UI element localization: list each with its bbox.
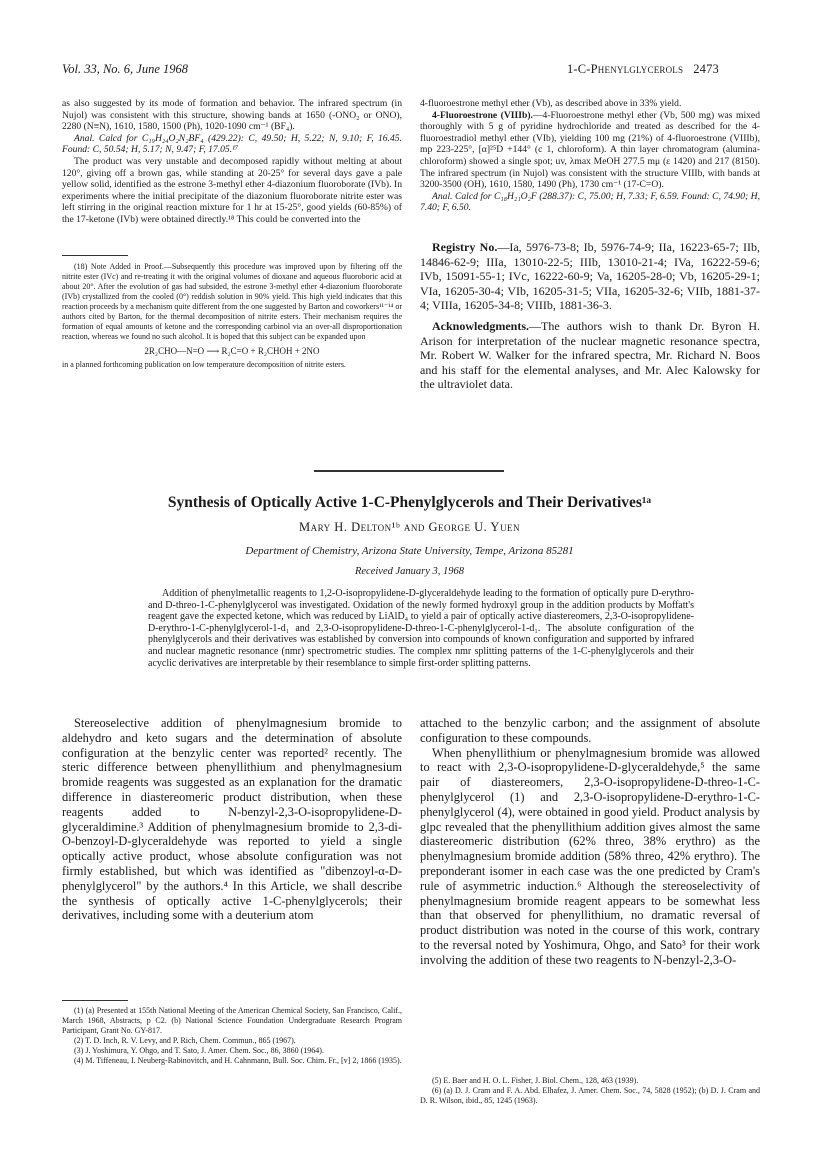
note-18-text: (18) Note Added in Proof.—Subsequently this procedure was improved upon by filtering off the nitrite ester (IVc) and re-treating it with the original volumes of dioxane and aqueous fluoroboric acid at about 20°. After the evolution of gas had subsided, the estrone 3-methyl ether 4-diazonium fluoroborate (IVb) crystallized from the cooled (0°) reddish solution in 90% yield. This high yield indicates that this reaction proceeds by a mechanism quite different from the one suggested by Barton and coworkers¹¹⁻¹⁴ or authors cited by Barton, for the thermal decomposition of nitrite esters. Their mechanism requires the formation of equal amounts of ketone and the corresponding carbinol via an over-all disproportionation reaction, whereas we found no such alcohol. It is hoped that this subject can be expanded upon [62,262,402,341]
right-footnote: (5) E. Baer and H. O. L. Fisher, J. Biol. Chem., 128, 463 (1939). [432,1076,639,1085]
compound-heading: 4-Fluoroestrone (VIIIb). [432,109,533,121]
registry-text: —Ia, 5976-73-8; Ib, 5976-74-9; IIa, 16223-65-7; IIb, 14846-62-9; IIIa, 13010-22-5; IIIb, 13010-21-4; IVa, 16222-59-6; IVb, 15091-55-1; IVc, 16222-60-9; Va, 16205-28-0; Vb, 16205-29-1; VIa, 16205-30-4; VIb, 16205-31-5; VIIa, 16205-32-6; VIIb, 1881-37-4; VIIIa, 16205-34-8; VIIIb, 1881-36-3. [420,240,760,313]
article-authors: Mary H. Delton¹ᵇ and George U. Yuen [299,520,520,534]
right-para-1: 4-fluoroestrone methyl ether (Vb), as described above in 33% yield. [420,98,682,109]
left-footnote: (3) J. Yoshimura, Y. Ohgo, and T. Sato, J. Amer. Chem. Soc., 86, 3860 (1964). [74,1046,324,1055]
abstract: Addition of phenylmetallic reagents to 1,2-O-isopropylidene-D-glyceraldehyde leading to the formation of optically pure D-erythro- and D-threo-1-C-phenylglycerol was investigated. Oxidation of the newly formed hydroxyl group in the addition products by Moffatt's reagent gave the expected ketone, which was reduced by LiAlD₄ to yield a pair of optically active diastereomers, 2,3-O-isopropylidene-D-erythro-1-C-phenylglycerol-1-d₁ and 2,3-O-isopropylidene-D-threo-1-C-phenylglycerol-1-d₁. The absolute configuration of the phenylglycerols and their derivatives was established by conversion into compounds of known configuration and supported by infrared and nuclear magnetic resonance (nmr) spectrometric studies. The complex nmr splitting patterns of the 1-C-phenylglycerols and their acyclic derivatives are interpretable by their resemblance to simple first-order splitting patterns. [148,588,694,669]
article-title: Synthesis of Optically Active 1-C-Phenylglycerols and Their Derivatives¹ᵃ [167,494,652,511]
top-right-column [420,98,760,214]
ack-text: —The authors wish to thank Dr. Byron H. Arison for interpretation of the nuclear magnetic resonance spectra, Mr. Robert W. Walker for the infrared spectra, Mr. Richard N. Boos and his staff for the elemental analyses, and Mr. Alec Kalowsky for the ultraviolet data. [420,318,760,392]
registry-heading: Registry No. [432,240,498,254]
left-footnote: (2) T. D. Inch, R. V. Levy, and P. Rich, Chem. Commun., 865 (1967). [74,1036,296,1045]
body-right [420,716,760,968]
left-footnote: (4) M. Tiffeneau, I. Neuberg-Rabinovitch, and H. Cahnmann, Bull. Soc. Chim. Fr., [v] 2, 1866 (1935). [74,1056,402,1065]
body-right-2: When phenyllithium or phenylmagnesium bromide was allowed to react with 2,3-O-isopropylidene-D-glyceraldehyde,⁵ the same pair of diastereomers, 2,3-O-isopropylidene-D-threo-1-C-phenylglycerol (1) and 2,3-O-isopropylidene-D-erythro-1-C-phenylglycerol (4), were obtained in good yield. Product analysis by glpc revealed that the phenyllithium addition gives almost the same diastereomeric distribution (62% threo, 38% erythro) as the phenylmagnesium bromide addition (58% threo, 42% erythro). The preponderant isomer in each case was the one predicted by Cram's rule of asymmetric induction.⁶ Although the stereoselectivity of phenylmagnesium bromide reagent appears to be somewhat less than that observed for phenyllithium, no dramatic reversal of product distribution was noted in the course of this work, contrary to the reversal noted by Yoshimura, Ohgo, and Sato³ for their work involving the addition of these two reagents to N-benzyl-2,3-O- [420,745,760,967]
left-para-3: The product was very unstable and decomposed rapidly without melting at about 120°, giving off a brown gas, while standing at 20-25° for several days gave a pale yellow solid, identified as the estrone 3-methyl ether 4-diazonium fluoroborate (IVb). In experiments where the initial precipitate of the diazonium fluoroborate nitrite ester was left stirring in the original reaction mixture for 1 hr at 15-25°, good yields (60-85%) of the 17-ketone (IVb) were obtained directly.¹⁸ This could be converted into the [62,155,402,225]
left-anal: Anal. Calcd for C₁₉H₂₄O₂N₂BF₄ (429.22): C, 49.50; H, 5.22; N, 9.10; F, 16.45. Found: C, 50.54; H, 5.17; N, 9.47; F, 17.05.¹⁷ [62,132,402,156]
left-footnote: (1) (a) Presented at 155th National Meeting of the American Chemical Society, San Francisco, Calif., March 1968, Abstracts, p C2. (b) National Science Foundation Undergraduate Research Program Participant, Grant No. GY-817. [62,1006,402,1035]
running-title: 1-C-Phenylglycerols [566,62,684,76]
top-left-column [62,98,402,226]
note-18 [62,262,402,370]
equation: 2R₂CHO—N=O ⟶ R₂C=O + R₂CHOH + 2NO [144,346,320,356]
body-left: Stereoselective addition of phenylmagnesium bromide to aldehydro and keto sugars and the determination of absolute configuration at the benzylic center was reported² recently. The steric difference between phenyllithium and phenylmagnesium bromide reagents was suggested as an explanation for the dramatic difference in diastereomeric product distribution, when these reagents added to N-benzyl-2,3-O-isopropylidene-D-glyceraldimine.³ Addition of phenylmagnesium bromide to 2,3-di-O-benzoyl-D-glyceraldehyde was reported to yield a single optically active product, whose absolute configuration was not firmly established, but which was identified as "dibenzoyl-α-D-phenylglycerol" by the authors.⁴ In this Article, we shall describe the synthesis of optically active 1-C-phenylglycerols; their derivatives, including some with a deuterium atom [62,716,402,923]
footnotes-right [420,1076,760,1106]
footnotes-left [62,1006,402,1066]
ack-heading: Acknowledgments. [432,318,530,333]
footnote-rule-left [62,1000,128,1001]
body-right-1: attached to the benzylic carbon; and the assignment of absolute configuration to these compounds. [420,716,760,745]
right-para-2: —4-Fluoroestrone methyl ether (Vb, 500 mg) was mixed thoroughly with 5 g of pyridine hydrochloride and treated as described for the 4-fluoroestradiol methyl ether (VIb), yielding 100 mg (21%) of 4-fluoroestrone (VIIIb), mp 223-225°, [α]²⁵D +144° (c 1, chloroform). A thin layer chromatogram (alumina-chloroform) showed a single spot; uv, λmax MeOH 277.5 mμ (ε 1420) and 217 (8150). The infrared spectrum (in Nujol) was consistent with the structure VIIIb, with bands at 3200-3500 (OH), 1610, 1580, 1490 (Ph), 1730 cm⁻¹ (17-C=O). [420,109,760,191]
right-anal: Anal. Calcd for C₁₈H₂₁O₂F (288.37): C, 75.00; H, 7.33; F, 6.59. Found: C, 74.90; H, 7.40; F, 6.50. [420,190,760,214]
note-18-end: in a planned forthcoming publication on low temperature decomposition of nitrite esters. [62,360,346,369]
received-date: Received January 3, 1968 [354,566,465,577]
footnote-rule [62,255,128,256]
page-number: 2473 [693,62,719,76]
affiliation: Department of Chemistry, Arizona State University, Tempe, Arizona 85281 [245,545,574,557]
journal-volume: Vol. 33, No. 6, June 1968 [62,62,189,76]
article-separator [314,470,504,472]
registry-block [420,240,760,392]
running-header [567,62,719,77]
right-footnote: (6) (a) D. J. Cram and F. A. Abd. Elhafez, J. Amer. Chem. Soc., 74, 5828 (1952); (b) D. J. Cram and D. R. Wilson, ibid., 85, 1245 (1963). [420,1086,760,1105]
left-para-1: as also suggested by its mode of formation and behavior. The infrared spectrum (in Nujol) was consistent with this structure, showing bands at 1650 (-ONO₂ or ONO), 2280 (N≡N), 1610, 1580, 1500 (Ph), 1020-1090 cm⁻¹ (BF₄). [62,98,402,133]
